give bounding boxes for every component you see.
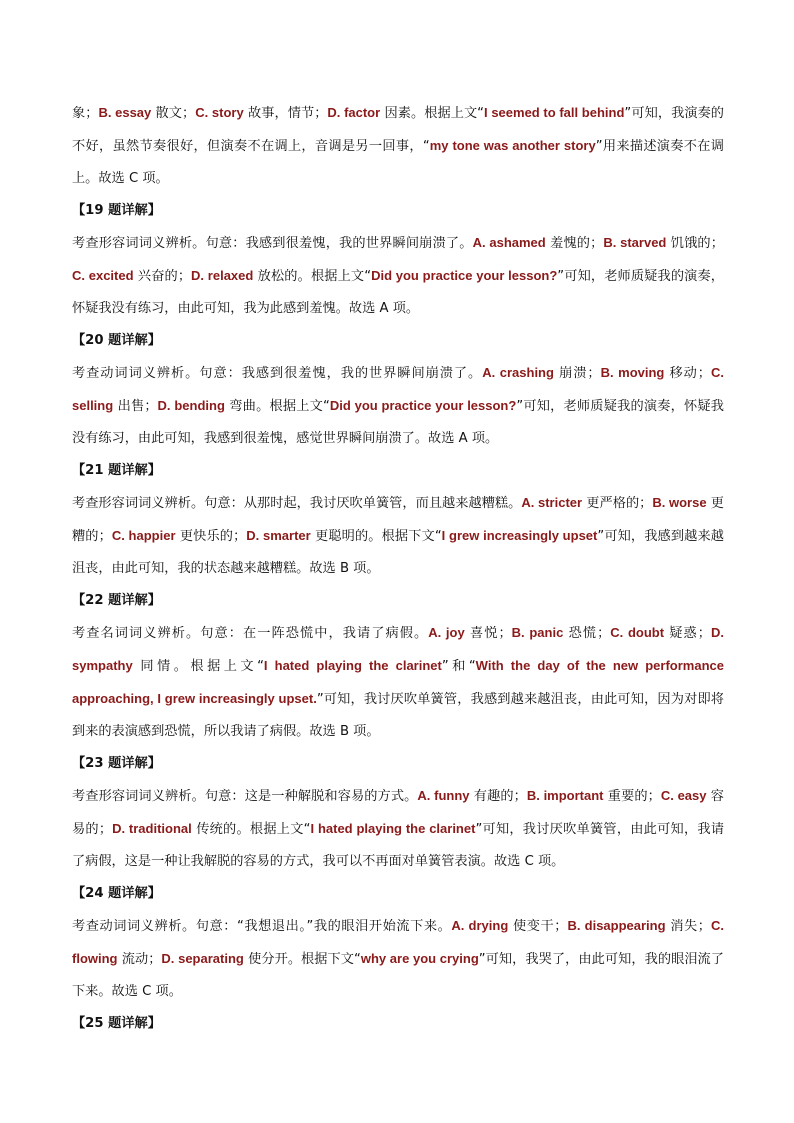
- chinese-text: ”可知，老师质疑我的演奏，怀疑我没有练习，由此可知，我为此感到羞愧。故选 A 项。: [72, 269, 724, 316]
- chinese-text: 考查形容词词义辨析。句意：这是一种解脱和容易的方式。: [72, 789, 418, 804]
- chinese-text: 同情。根据上文“: [132, 659, 264, 674]
- english-term: With the day of the new performance approaching, I grew increasingly upset.: [72, 658, 724, 706]
- english-term: B. essay: [98, 105, 152, 120]
- chinese-text: 故事，情节；: [243, 106, 328, 121]
- section-heading: 【24 题详解】: [72, 886, 161, 901]
- english-term: B. starved: [603, 235, 667, 250]
- english-term: B. disappearing: [567, 918, 666, 933]
- explanation-paragraph: [72, 617, 724, 748]
- chinese-text: ”可知，我演奏的不好，虽然节奏很好，但演奏不在调上，音调是另一回事，“: [72, 106, 724, 154]
- chinese-text: 传统的。根据上文“: [191, 822, 311, 837]
- english-term: C. selling: [72, 365, 724, 413]
- english-term: A. funny: [417, 788, 470, 803]
- chinese-text: 喜悦；: [464, 626, 512, 641]
- english-term: C. story: [195, 105, 244, 120]
- section-heading: 【23 题详解】: [72, 756, 161, 771]
- chinese-text: 考查形容词词义辨析。句意：我感到很羞愧，我的世界瞬间崩溃了。: [72, 236, 473, 251]
- english-term: A. stricter: [521, 495, 583, 510]
- chinese-text: 兴奋的；: [133, 269, 192, 284]
- english-term: I seemed to fall behind: [484, 105, 625, 120]
- chinese-text: 流动；: [117, 952, 162, 967]
- english-term: D. factor: [327, 105, 381, 120]
- chinese-text: 考查形容词词义辨析。句意：从那时起，我讨厌吹单簧管，而且越来越糟糕。: [72, 496, 522, 511]
- english-term: why are you crying: [360, 951, 479, 966]
- english-term: A. drying: [451, 918, 509, 933]
- chinese-text: 有趣的；: [469, 789, 527, 804]
- english-term: D. relaxed: [191, 268, 254, 283]
- explanation-paragraph: [72, 357, 724, 455]
- chinese-text: 崩溃；: [553, 366, 601, 381]
- chinese-text: 放松的。根据上文“: [253, 269, 372, 284]
- english-term: I grew increasingly upset: [441, 528, 598, 543]
- chinese-text: 因素。根据上文“: [380, 106, 485, 121]
- chinese-text: 使分开。根据下文“: [243, 952, 361, 967]
- chinese-text: 重要的；: [603, 789, 661, 804]
- chinese-text: 恐慌；: [563, 626, 611, 641]
- chinese-text: ”和“: [441, 659, 476, 674]
- chinese-text: ”可知，我讨厌吹单簧管，我感到越来越沮丧，由此可知，因为对即将到来的表演感到恐慌，所以我请了病假。故选 B 项。: [72, 692, 724, 739]
- chinese-text: ”可知，我感到越来越沮丧，由此可知，我的状态越来越糟糕。故选 B 项。: [72, 529, 724, 576]
- english-term: A. crashing: [482, 365, 554, 380]
- explanation-paragraph: [72, 487, 724, 585]
- chinese-text: ”可知，老师质疑我的演奏，怀疑我没有练习，由此可知，我感到很羞愧，感觉世界瞬间崩溃了。故选 A 项。: [72, 399, 724, 446]
- chinese-text: 消失；: [665, 919, 711, 934]
- chinese-text: 象；: [72, 106, 99, 121]
- english-term: Did you practice your lesson?: [329, 398, 517, 413]
- section-heading: 【22 题详解】: [72, 593, 161, 608]
- chinese-text: 羞愧的；: [545, 236, 604, 251]
- english-term: C. doubt: [610, 625, 665, 640]
- explanation-paragraph: [72, 780, 724, 878]
- chinese-text: 考查动词词义辨析。句意：“我想退出。”我的眼泪开始流下来。: [72, 919, 452, 934]
- english-term: B. important: [526, 788, 604, 803]
- english-term: D. traditional: [112, 821, 192, 836]
- english-term: D. smarter: [246, 528, 311, 543]
- english-term: I hated playing the clarinet: [310, 821, 476, 836]
- english-term: I hated playing the clarinet: [263, 658, 442, 673]
- chinese-text: 更聪明的。根据下文“: [310, 529, 442, 544]
- chinese-text: 散文；: [151, 106, 196, 121]
- chinese-text: 更严格的；: [582, 496, 653, 511]
- english-term: A. joy: [428, 625, 465, 640]
- explanation-paragraph: [72, 227, 724, 325]
- document-page: [72, 97, 724, 1040]
- english-term: B. moving: [600, 365, 665, 380]
- chinese-text: ”可知，我讨厌吹单簧管，由此可知，我请了病假，这是一种让我解脱的容易的方式，我可以不再面对单簧管表演。故选 C 项。: [72, 822, 725, 869]
- english-term: D. sympathy: [72, 625, 724, 673]
- explanation-paragraph: [72, 910, 724, 1008]
- chinese-text: 容易的；: [72, 789, 724, 837]
- explanation-paragraph: [72, 97, 724, 195]
- chinese-text: 更快乐的；: [175, 529, 247, 544]
- chinese-text: 考查名词词义辨析。句意：在一阵恐慌中，我请了病假。: [72, 626, 429, 641]
- english-term: C. happier: [111, 528, 176, 543]
- english-term: B. worse: [652, 495, 707, 510]
- chinese-text: 饥饿的；: [666, 236, 724, 251]
- section-heading: 【20 题详解】: [72, 333, 161, 348]
- chinese-text: 使变干；: [508, 919, 568, 934]
- english-term: my tone was another story: [429, 138, 596, 153]
- chinese-text: ”可知，我哭了，由此可知，我的眼泪流了下来。故选 C 项。: [72, 952, 724, 999]
- english-term: Did you practice your lesson?: [371, 268, 558, 283]
- english-term: C. easy: [660, 788, 707, 803]
- english-term: B. panic: [511, 625, 564, 640]
- chinese-text: ”用来描述演奏不在调上。故选 C 项。: [72, 139, 724, 186]
- english-term: D. bending: [157, 398, 225, 413]
- chinese-text: 移动；: [664, 366, 711, 381]
- chinese-text: 更糟的；: [72, 496, 724, 544]
- chinese-text: 出售；: [113, 399, 158, 414]
- section-heading: 【21 题详解】: [72, 463, 161, 478]
- english-term: D. separating: [161, 951, 244, 966]
- english-term: C. excited: [72, 268, 134, 283]
- chinese-text: 疑惑；: [664, 626, 711, 641]
- english-term: A. ashamed: [472, 235, 546, 250]
- section-heading: 【25 题详解】: [72, 1016, 161, 1031]
- english-term: C. flowing: [72, 918, 724, 966]
- section-heading: 【19 题详解】: [72, 203, 161, 218]
- chinese-text: 考查动词词义辨析。句意：我感到很羞愧，我的世界瞬间崩溃了。: [72, 366, 483, 381]
- chinese-text: 弯曲。根据上文“: [224, 399, 330, 414]
